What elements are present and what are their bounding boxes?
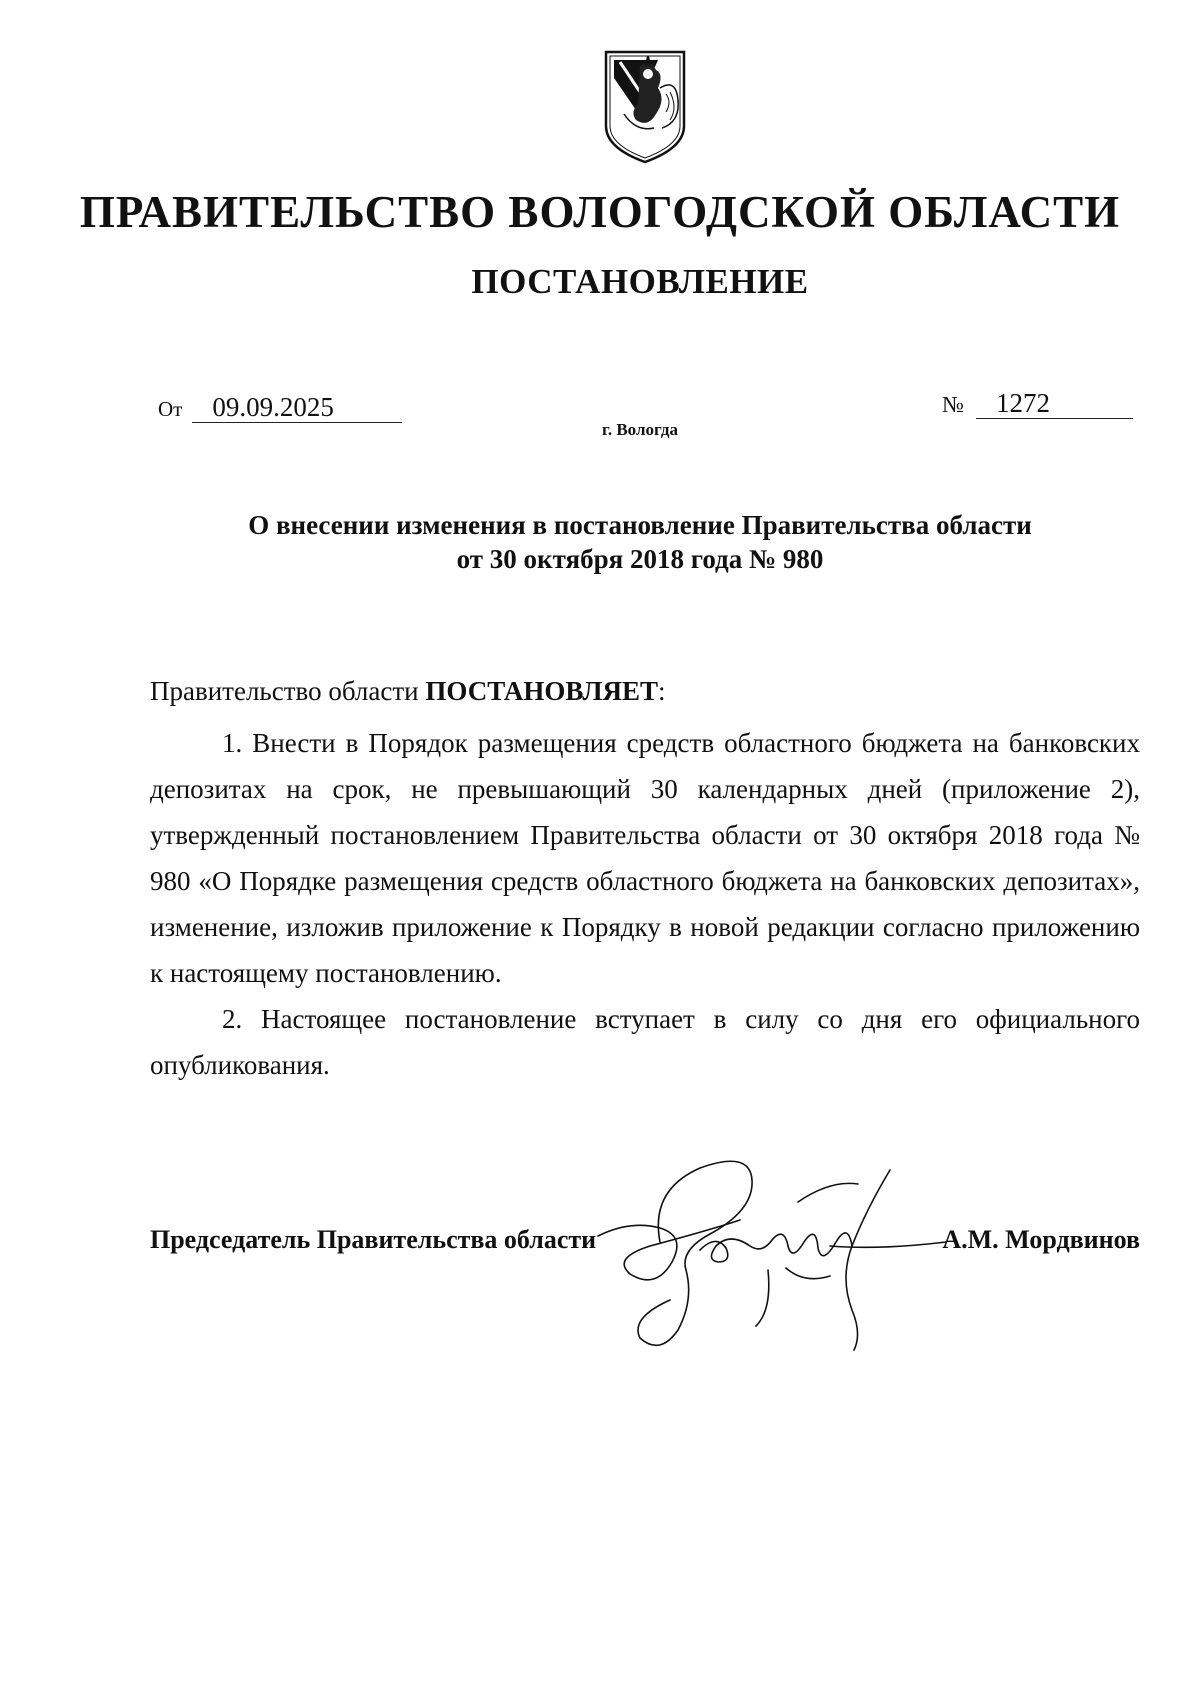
city-name: г. Вологда [602, 420, 678, 439]
date-label: От [158, 397, 183, 421]
organization-title: ПРАВИТЕЛЬСТВО ВОЛОГОДСКОЙ ОБЛАСТИ [79, 187, 1121, 237]
signatory-position: Председатель Правительства области [150, 1225, 597, 1254]
preamble-prefix: Правительство области [150, 676, 426, 706]
number-label: № [942, 392, 964, 417]
signatory-name: А.М. Мордвинов [942, 1225, 1140, 1254]
document-number [942, 388, 1133, 419]
subject-line-2: от 30 октября 2018 года № 980 [456, 544, 824, 574]
coat-of-arms-icon [600, 48, 690, 166]
document-body [150, 668, 1140, 1088]
number-value: 1272 [976, 388, 1133, 419]
paragraph-2: 2. Настоящее постановление вступает в силу со дня его официального опубликования. [150, 1004, 1140, 1080]
paragraph-1: 1. Внести в Порядок размещения средств областного бюджета на банковских депозитах на срок, не превышающий 30 календарных дней (приложение 2), утвержденный постановлением Правительства области от 30 октября 2018 года № 980 «О Порядке размещения средств областного бюджета на банковских депозитах», изменение, изложив приложение к Порядку в новой редакции согласно приложению к настоящему постановлению. [150, 728, 1140, 988]
date-value: 09.09.2025 [192, 392, 402, 423]
preamble-suffix: : [657, 676, 666, 706]
subject-line-1: О внесении изменения в постановление Правительства области [248, 510, 1032, 540]
document-subject [0, 508, 1200, 576]
preamble-resolves: ПОСТАНОВЛЯЕТ [425, 676, 658, 706]
preamble [150, 668, 1140, 714]
document-date [158, 392, 402, 423]
handwritten-signature-icon [590, 1150, 950, 1360]
document-type-title: ПОСТАНОВЛЕНИЕ [471, 262, 809, 301]
